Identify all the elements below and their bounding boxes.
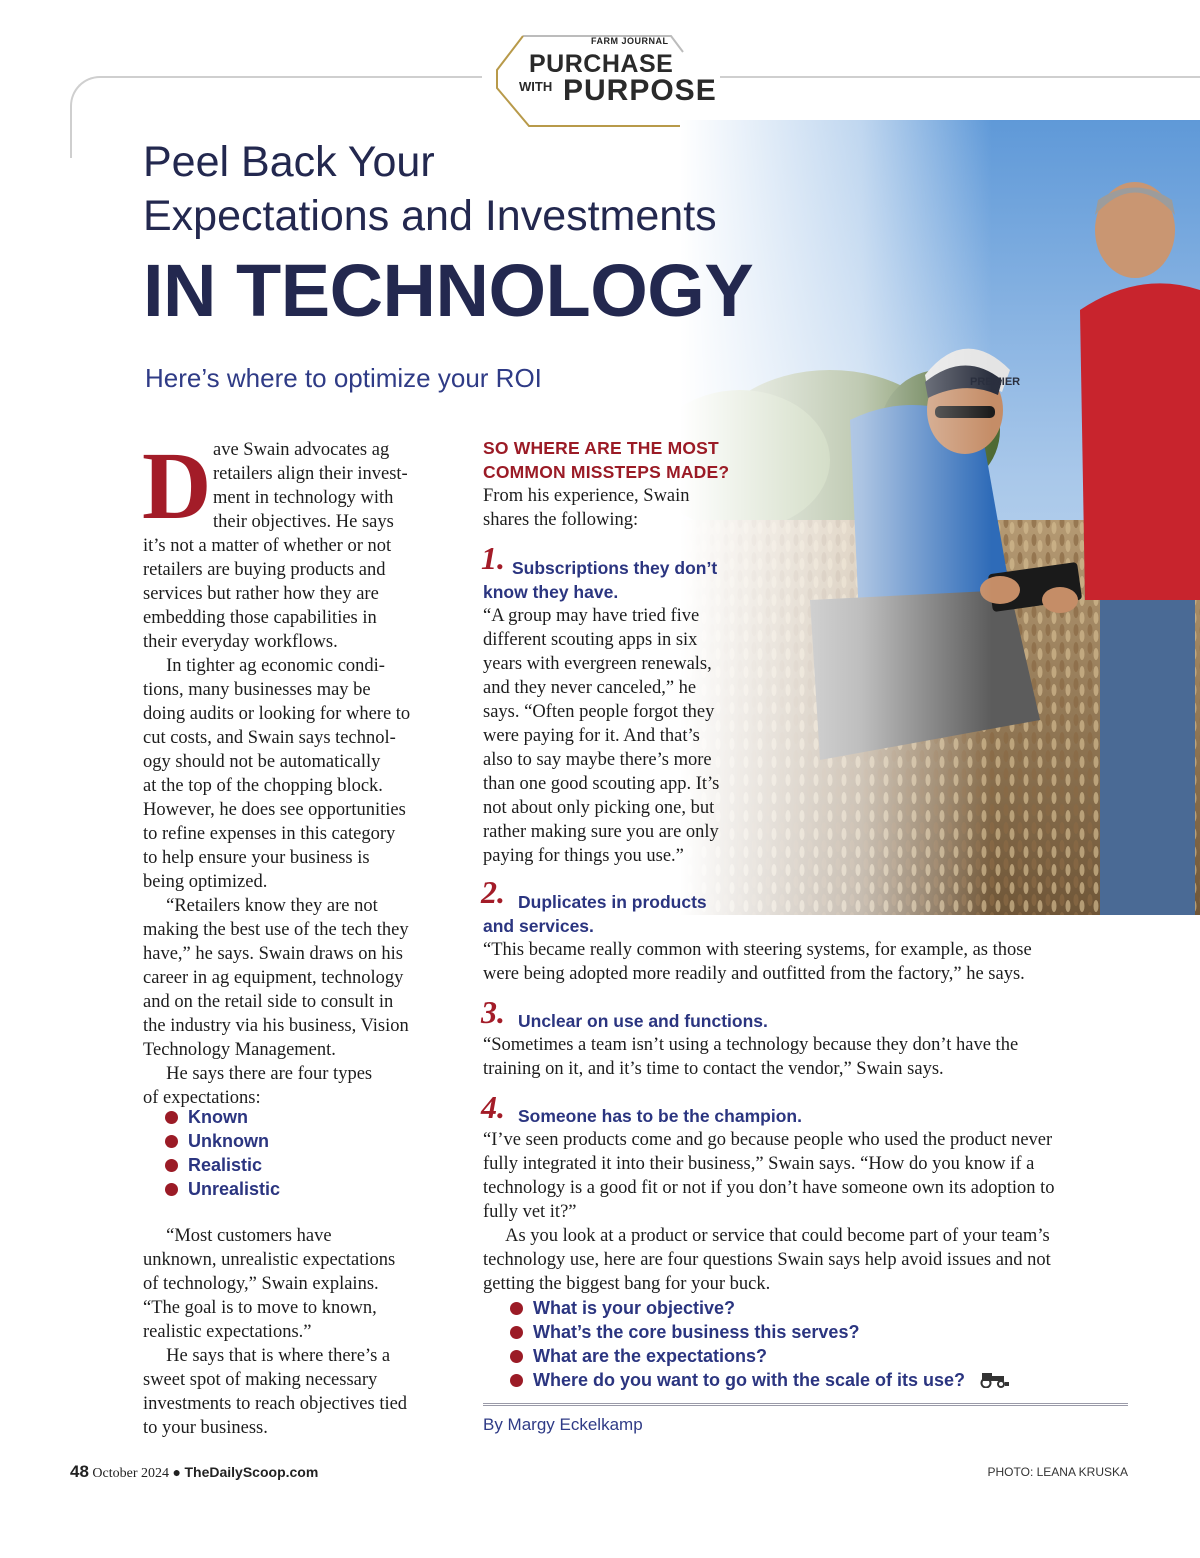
- body-line: unknown, unrealistic expectations: [143, 1250, 396, 1270]
- body-line: of technology,” Swain explains.: [143, 1274, 379, 1294]
- byline: By Margy Eckelkamp: [483, 1415, 643, 1434]
- body-line: career in ag equipment, technology: [143, 968, 404, 988]
- expectation-label: Known: [188, 1107, 248, 1127]
- header-rule-right: [720, 76, 1200, 78]
- body-line: “Retailers know they are not: [143, 896, 378, 916]
- bullet-dot: [510, 1374, 523, 1387]
- title-line-1: Peel Back Your: [143, 138, 435, 186]
- photo-credit: PHOTO: LEANA KRUSKA: [987, 1465, 1128, 1479]
- logo-line-purpose: PURPOSE: [563, 74, 717, 107]
- item-body-line: says. “Often people forgot they: [483, 702, 715, 722]
- item-body-line: years with evergreen renewals,: [483, 654, 712, 674]
- body-line: to help ensure your business is: [143, 848, 370, 868]
- footer-bullet: ●: [172, 1466, 181, 1481]
- item-body-line: As you look at a product or service that could become part of your team’s: [483, 1226, 1050, 1246]
- page-footer: [70, 1462, 318, 1482]
- item-body-line: were paying for it. And that’s: [483, 726, 700, 746]
- bullet-dot: [510, 1326, 523, 1339]
- question-item: [510, 1368, 1010, 1392]
- item-body-line: different scouting apps in six: [483, 630, 698, 650]
- body-line: of expectations:: [143, 1088, 261, 1108]
- cap-logo: PREMIER: [970, 376, 1021, 388]
- question-label: Where do you want to go with the scale of its use?: [533, 1370, 966, 1390]
- end-rule: [483, 1403, 1128, 1406]
- body-line: In tighter ag economic condi-: [143, 656, 385, 676]
- title-line-2: Expectations and Investments: [143, 192, 717, 240]
- purchase-with-purpose-logo: [495, 30, 720, 130]
- expectation-item: [165, 1129, 269, 1153]
- body-line: “Most customers have: [143, 1226, 332, 1246]
- item-heading: Unclear on use and functions.: [518, 1011, 768, 1031]
- body-line: making the best use of the tech they: [143, 920, 409, 940]
- item-body-line: were being adopted more readily and outfitted from the factory,” he says.: [483, 964, 1025, 984]
- item-number: 3.: [481, 994, 505, 1030]
- body-line: tions, many businesses may be: [143, 680, 371, 700]
- body-line: services but rather how they are: [143, 584, 379, 604]
- item-heading: Subscriptions they don’t: [512, 558, 718, 578]
- body-line: and on the retail side to consult in: [143, 992, 394, 1012]
- bullet-dot: [510, 1350, 523, 1363]
- item-body-line: “This became really common with steering systems, for example, as those: [483, 940, 1032, 960]
- body-line: He says that is where there’s a: [143, 1346, 391, 1366]
- issue-date: October 2024: [92, 1466, 170, 1481]
- question-label: What are the expectations?: [533, 1346, 768, 1366]
- bullet-dot: [165, 1111, 178, 1124]
- page-number: 48: [70, 1462, 89, 1481]
- expectation-item: [165, 1105, 248, 1129]
- body-line: it’s not a matter of whether or not: [143, 536, 392, 556]
- body-line: investments to reach objectives tied: [143, 1394, 408, 1414]
- body-line: their everyday workflows.: [143, 632, 338, 652]
- item-heading: and services.: [483, 916, 594, 936]
- expectation-item: [165, 1153, 262, 1177]
- subtitle: Here’s where to optimize your ROI: [145, 363, 542, 393]
- item-body-line: paying for things you use.”: [483, 846, 684, 866]
- item-number: 4.: [481, 1089, 505, 1125]
- item-body-line: than one good scouting app. It’s: [483, 774, 720, 794]
- body-line: He says there are four types: [143, 1064, 373, 1084]
- body-line: retailers are buying products and: [143, 560, 386, 580]
- body-line: cut costs, and Swain says technol-: [143, 728, 396, 748]
- body-line: to refine expenses in this category: [143, 824, 396, 844]
- body-line: to your business.: [143, 1418, 268, 1438]
- expectation-label: Unrealistic: [188, 1179, 281, 1199]
- item-body-line: training on it, and it’s time to contact the vendor,” Swain says.: [483, 1059, 944, 1079]
- body-line: doing audits or looking for where to: [143, 704, 411, 724]
- title-main: IN TECHNOLOGY: [143, 249, 754, 332]
- tractor-icon: [978, 1370, 1010, 1388]
- intro-line: ment in technology with: [213, 488, 394, 508]
- item-body-line: rather making sure you are only: [483, 822, 719, 842]
- item-body-line: “A group may have tried five: [483, 606, 700, 626]
- body-line: being optimized.: [143, 872, 268, 892]
- item-heading: Duplicates in products: [518, 892, 707, 912]
- item-body-line: fully vet it?”: [483, 1202, 577, 1222]
- logo-word-with: WITH: [519, 79, 553, 94]
- body-line: Technology Management.: [143, 1040, 336, 1060]
- body-line: realistic expectations.”: [143, 1322, 312, 1342]
- expectation-label: Unknown: [188, 1131, 269, 1151]
- question-label: What’s the core business this serves?: [533, 1322, 860, 1342]
- body-line: at the top of the chopping block.: [143, 776, 383, 796]
- body-line: the industry via his business, Vision: [143, 1016, 409, 1036]
- item-body-line: also to say maybe there’s more: [483, 750, 712, 770]
- section-intro: From his experience, Swain: [483, 486, 690, 506]
- section-intro: shares the following:: [483, 510, 639, 530]
- section-heading: COMMON MISSTEPS MADE?: [483, 462, 730, 482]
- question-item: [510, 1344, 767, 1368]
- item-heading: Someone has to be the champion.: [518, 1106, 802, 1126]
- bullet-dot: [165, 1135, 178, 1148]
- item-body-line: “Sometimes a team isn’t using a technology because they don’t have the: [483, 1035, 1019, 1055]
- bullet-dot: [165, 1159, 178, 1172]
- bullet-dot: [165, 1183, 178, 1196]
- body-line: sweet spot of making necessary: [143, 1370, 378, 1390]
- intro-line: ave Swain advocates ag: [213, 440, 390, 460]
- bullet-dot: [510, 1302, 523, 1315]
- item-body-line: not about only picking one, but: [483, 798, 715, 818]
- body-line: ogy should not be automatically: [143, 752, 381, 772]
- question-label: What is your objective?: [533, 1298, 736, 1318]
- footer-site: TheDailyScoop.com: [184, 1464, 319, 1480]
- intro-line: their objectives. He says: [213, 512, 394, 532]
- body-line: have,” he says. Swain draws on his: [143, 944, 403, 964]
- item-body-line: technology use, here are four questions Swain says help avoid issues and not: [483, 1250, 1051, 1270]
- article-photo: [680, 120, 1200, 915]
- drop-cap: D: [142, 432, 212, 539]
- item-body-line: and they never canceled,” he: [483, 678, 697, 698]
- body-line: However, he does see opportunities: [143, 800, 406, 820]
- body-line: embedding those capabilities in: [143, 608, 377, 628]
- photo-illustration: [680, 120, 1200, 915]
- intro-line: retailers align their invest-: [213, 464, 408, 484]
- expectation-label: Realistic: [188, 1155, 263, 1175]
- item-number: 1.: [481, 540, 505, 576]
- section-heading: SO WHERE ARE THE MOST: [483, 438, 719, 458]
- item-body-line: fully integrated it into their business,” Swain says. “How do you know if a: [483, 1154, 1035, 1174]
- logo-line-purchase: PURCHASE: [529, 50, 674, 78]
- item-body-line: getting the biggest bang for your buck.: [483, 1274, 771, 1294]
- item-heading: know they have.: [483, 582, 619, 602]
- body-line: “The goal is to move to known,: [143, 1298, 377, 1318]
- question-item: [510, 1320, 859, 1344]
- expectation-item: [165, 1177, 280, 1201]
- logo-brand: FARM JOURNAL: [591, 36, 669, 46]
- item-number: 2.: [481, 874, 505, 910]
- question-item: [510, 1296, 735, 1320]
- item-body-line: “I’ve seen products come and go because people who used the product never: [483, 1130, 1053, 1150]
- item-body-line: technology is a good fit or not if you don’t have someone own its adoption to: [483, 1178, 1055, 1198]
